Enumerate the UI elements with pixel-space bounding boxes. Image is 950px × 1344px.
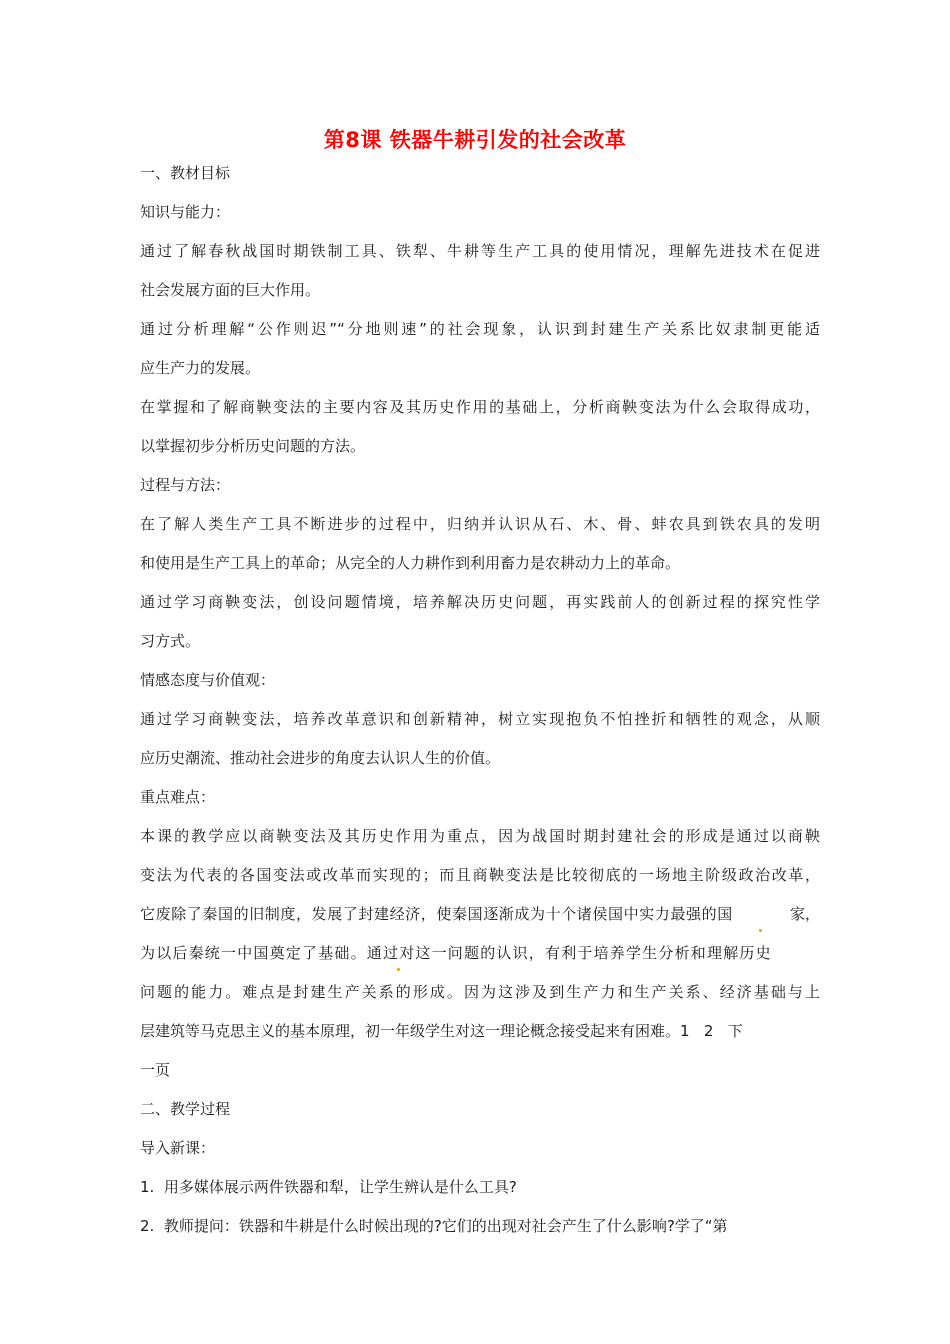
paragraph-line: 通过学习商鞅变法，培养改革意识和创新精神，树立实现抱负不怕挫折和牺牲的观念，从顺	[140, 710, 820, 728]
paragraph-line: 应生产力的发展。	[140, 359, 261, 377]
paragraph-line: 以掌握初步分析历史问题的方法。	[140, 437, 366, 455]
paragraph-text: 为以后秦统一中国奠定了基础。通过	[140, 944, 400, 962]
section-heading: 一、教材目标	[140, 164, 231, 182]
subheading: 导入新课：	[140, 1139, 216, 1157]
section-heading: 二、教学过程	[140, 1100, 231, 1118]
paragraph-line: 通过分析理解“公作则迟”“分地则速”的社会现象，认识到封建生产关系比奴隶制更能适	[140, 320, 820, 338]
paragraph-text: 对这一问题的认识，有利于培养学生分析和理解历史	[399, 944, 772, 962]
subheading: 重点难点：	[140, 788, 216, 806]
paragraph-text: 家，	[789, 905, 820, 923]
list-item: 1. 用多媒体展示两件铁器和犁，让学生辨认是什么工具?	[140, 1178, 517, 1196]
paragraph-line: 问题的能力。难点是封建生产关系的形成。因为这涉及到生产力和生产关系、经济基础与上	[140, 983, 820, 1001]
paragraph-line: 层建筑等马克思主义的基本原理，初一年级学生对这一理论概念接受起来有困难。1 2 下	[140, 1022, 743, 1040]
paragraph-line: 在了解人类生产工具不断进步的过程中，归纳并认识从石、木、骨、蚌农具到铁农具的发明	[140, 515, 820, 533]
list-item: 2. 教师提问：铁器和牛耕是什么时候出现的?它们的出现对社会产生了什么影响?学了“第	[140, 1217, 728, 1235]
paragraph-line: 社会发展方面的巨大作用。	[140, 281, 321, 299]
paragraph-line: 通过了解春秋战国时期铁制工具、铁犁、牛耕等生产工具的使用情况，理解先进技术在促进	[140, 242, 820, 260]
paragraph-line	[140, 940, 820, 979]
paragraph-line: 一页	[140, 1061, 171, 1079]
paragraph-line: 变法为代表的各国变法或改革而实现的；而且商鞅变法是比较彻底的一场地主阶级政治改革，	[140, 866, 820, 884]
paragraph-line: 习方式。	[140, 632, 201, 650]
document-body	[140, 160, 820, 1252]
paragraph-line: 本课的教学应以商鞅变法及其历史作用为重点，因为战国时期封建社会的形成是通过以商鞅	[140, 827, 820, 845]
paragraph-line: 通过学习商鞅变法，创设问题情境，培养解决历史问题，再实践前人的创新过程的探究性学	[140, 593, 820, 611]
paragraph-line: 应历史潮流、推动社会进步的角度去认识人生的价值。	[140, 749, 501, 767]
subheading: 情感态度与价值观：	[140, 671, 276, 689]
paragraph-line: 在掌握和了解商鞅变法的主要内容及其历史作用的基础上，分析商鞅变法为什么会取得成功，	[140, 398, 820, 416]
mark-dot	[759, 929, 762, 932]
paragraph-text: 它废除了秦国的旧制度，发展了封建经济，使秦国逐渐成为十个诸侯国中实力最强的国	[140, 905, 733, 923]
subheading: 知识与能力：	[140, 203, 231, 221]
paragraph-line	[140, 901, 820, 940]
subheading: 过程与方法：	[140, 476, 231, 494]
paragraph-line: 和使用是生产工具上的革命；从完全的人力耕作到利用畜力是农耕动力上的革命。	[140, 554, 681, 572]
lesson-title: 第8课 铁器牛耕引发的社会改革	[323, 128, 627, 152]
